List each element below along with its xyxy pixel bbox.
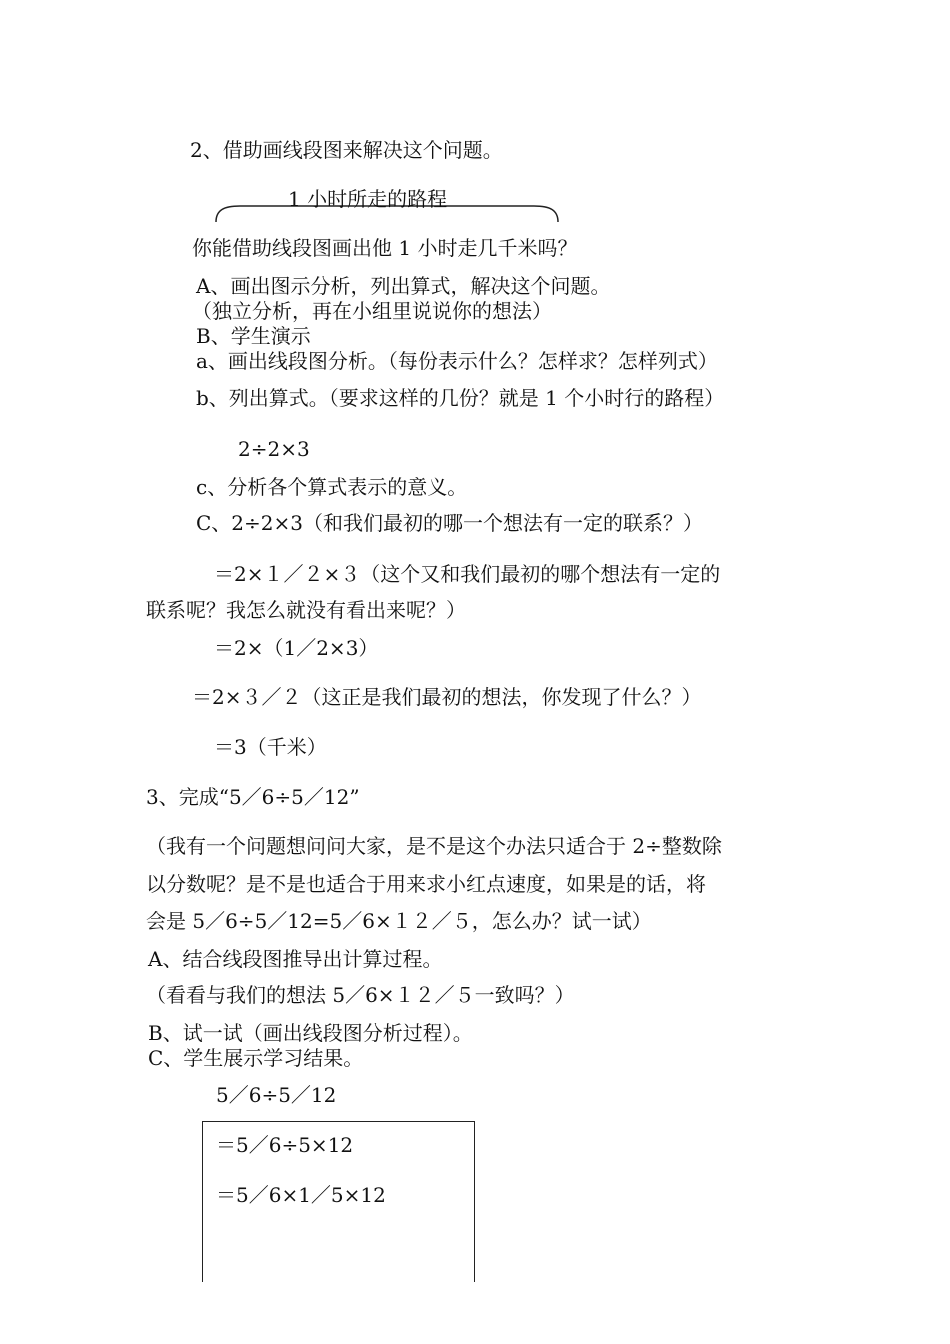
paragraph-line-1: （我有一个问题想问问大家，是不是这个办法只适合于 2÷整数除 [146,834,722,858]
equation-result: ＝3（千米） [214,735,327,759]
paragraph-line-2: 以分数呢？是不是也适合于用来求小红点速度，如果是的话，将 [146,872,706,896]
heading-step-2: 2、借助画线段图来解决这个问题。 [190,138,503,162]
equation-line-1-cont: 联系呢？我怎么就没有看出来呢？） [146,598,466,622]
substep-b: b、列出算式。（要求这样的几份？就是 1 个小时行的路程） [196,386,725,410]
step-b-text: B、学生演示 [196,324,311,348]
paragraph-line-3: 会是 5／6÷5／12=5／6×１２／５，怎么办？试一试） [146,909,652,933]
substep-c: c、分析各个算式表示的意义。 [196,475,468,499]
step3-a: A、结合线段图推导出计算过程。 [148,947,443,971]
equation-line-3: ＝2×３／２（这正是我们最初的想法，你发现了什么？） [192,685,702,709]
step-a-text: A、画出图示分析，列出算式，解决这个问题。 [196,274,611,298]
step3-c: C、学生展示学习结果。 [148,1046,364,1070]
step3-b: B、试一试（画出线段图分析过程）。 [148,1021,473,1045]
step-c-text: C、2÷2×3（和我们最初的哪一个想法有一定的联系？） [196,511,703,535]
formula-1: 2÷2×3 [238,437,310,461]
heading-step-3: 3、完成“5／6÷5／12” [146,785,360,809]
equation-line-1: ＝2×１／２×３（这个又和我们最初的哪个想法有一定的 [214,562,721,586]
note-independent: （独立分析，再在小组里说说你的想法） [192,299,552,323]
equation-line-2: ＝2×（1／2×3） [214,636,379,660]
substep-a: a、画出线段图分析。（每份表示什么？怎样求？怎样列式） [196,349,718,373]
step3-note: （看看与我们的想法 5／6×１２／５一致吗？） [146,983,575,1007]
brace-label: 1 小时所走的路程 [288,187,448,211]
question-line: 你能借助线段图画出他 1 小时走几千米吗？ [192,236,578,260]
box-line-2: ＝5／6×1／5×12 [216,1183,386,1207]
box-line-1: ＝5／6÷5×12 [216,1133,354,1157]
formula-2: 5／6÷5／12 [216,1083,337,1107]
